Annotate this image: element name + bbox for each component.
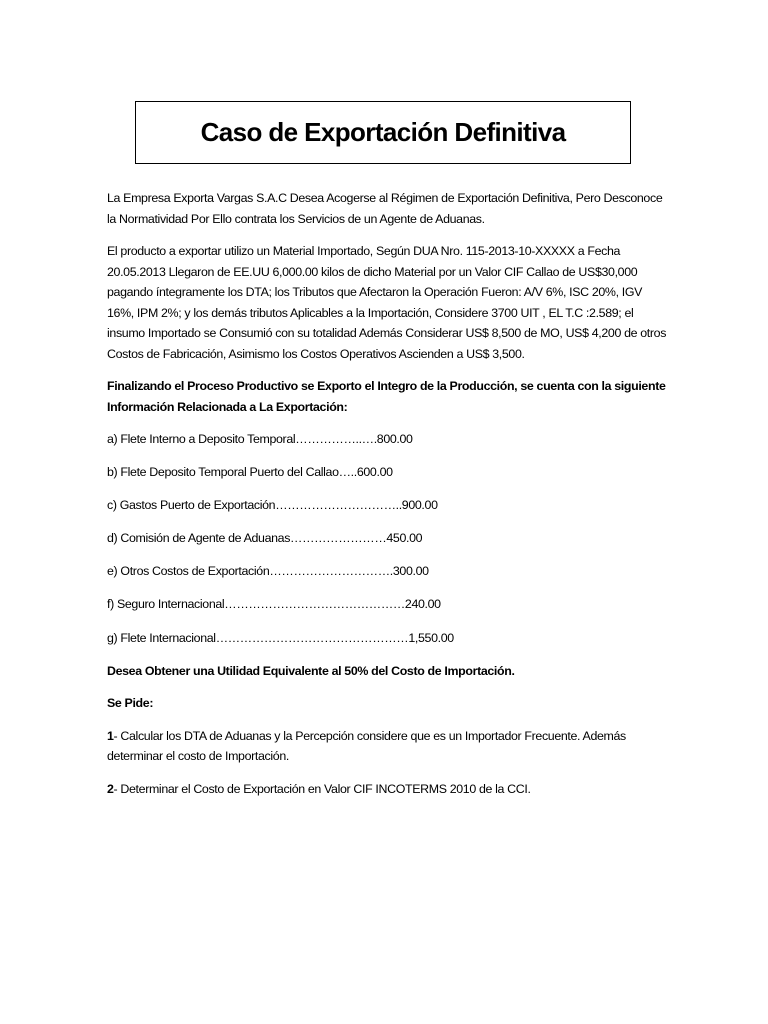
page-title: Caso de Exportación Definitiva [200, 117, 566, 147]
question-1-text: - Calcular los DTA de Aduanas y la Percepción considere que es un Importador Frecuente. Además determinar el costo de Importación. [107, 728, 626, 764]
question-1-number: 1 [107, 728, 114, 743]
list-item-g: g) Flete Internacional…………………………………………1,550.00 [107, 630, 454, 645]
product-paragraph: El producto a exportar utilizo un Material Importado, Según DUA Nro. 115-2013-10-XXXXX a Fecha 20.05.2013 Llegaron de EE.UU 6,000.00 kilos de dicho Material por un Valor CIF Callao de US$30,000 pagando íntegramente los DTA; los Tributos que Afectaron la Operación Fueron: A/V 6%, ISC 20%, IGV 16%, IPM 2%; y los demás tributos Aplicables a la Importación, Considere 3700 UIT , EL T.C :2.589; el insumo Importado se Consumió con su totalidad Además Considerar US$ 8,500 de MO, US$ 4,200 de otros Costos de Fabricación, Asimismo los Costos Operativos Ascienden a US$ 3,500. [107, 244, 667, 361]
question-2 [107, 779, 667, 800]
list-item-c: c) Gastos Puerto de Exportación…………………………..900.00 [107, 498, 438, 513]
list-item-f: f) Seguro Internacional………………………………………240.00 [107, 597, 441, 612]
title-box [135, 101, 631, 164]
se-pide-heading: Se Pide: [107, 696, 154, 711]
utility-paragraph: Desea Obtener una Utilidad Equivalente al 50% del Costo de Importación. [107, 663, 515, 678]
list-item-e: e) Otros Costos de Exportación………………………….300.00 [107, 564, 429, 579]
list-item-b: b) Flete Deposito Temporal Puerto del Callao…..600.00 [107, 465, 393, 480]
question-1 [107, 726, 667, 767]
intro-paragraph: La Empresa Exporta Vargas S.A.C Desea Acogerse al Régimen de Exportación Definitiva, Pero Desconoce la Normatividad Por Ello contrata los Servicios de un Agente de Aduanas. [107, 191, 663, 226]
list-item-d: d) Comisión de Agente de Aduanas……………………450.00 [107, 531, 423, 546]
document-body [107, 188, 667, 811]
list-item-a: a) Flete Interno a Deposito Temporal……………..….800.00 [107, 432, 413, 446]
finalizing-paragraph: Finalizando el Proceso Productivo se Exporto el Integro de la Producción, se cuenta con la siguiente Información Relacionada a La Exportación: [107, 379, 666, 414]
question-2-text: - Determinar el Costo de Exportación en Valor CIF INCOTERMS 2010 de la CCI. [113, 781, 531, 796]
question-2-number: 2 [107, 781, 114, 796]
